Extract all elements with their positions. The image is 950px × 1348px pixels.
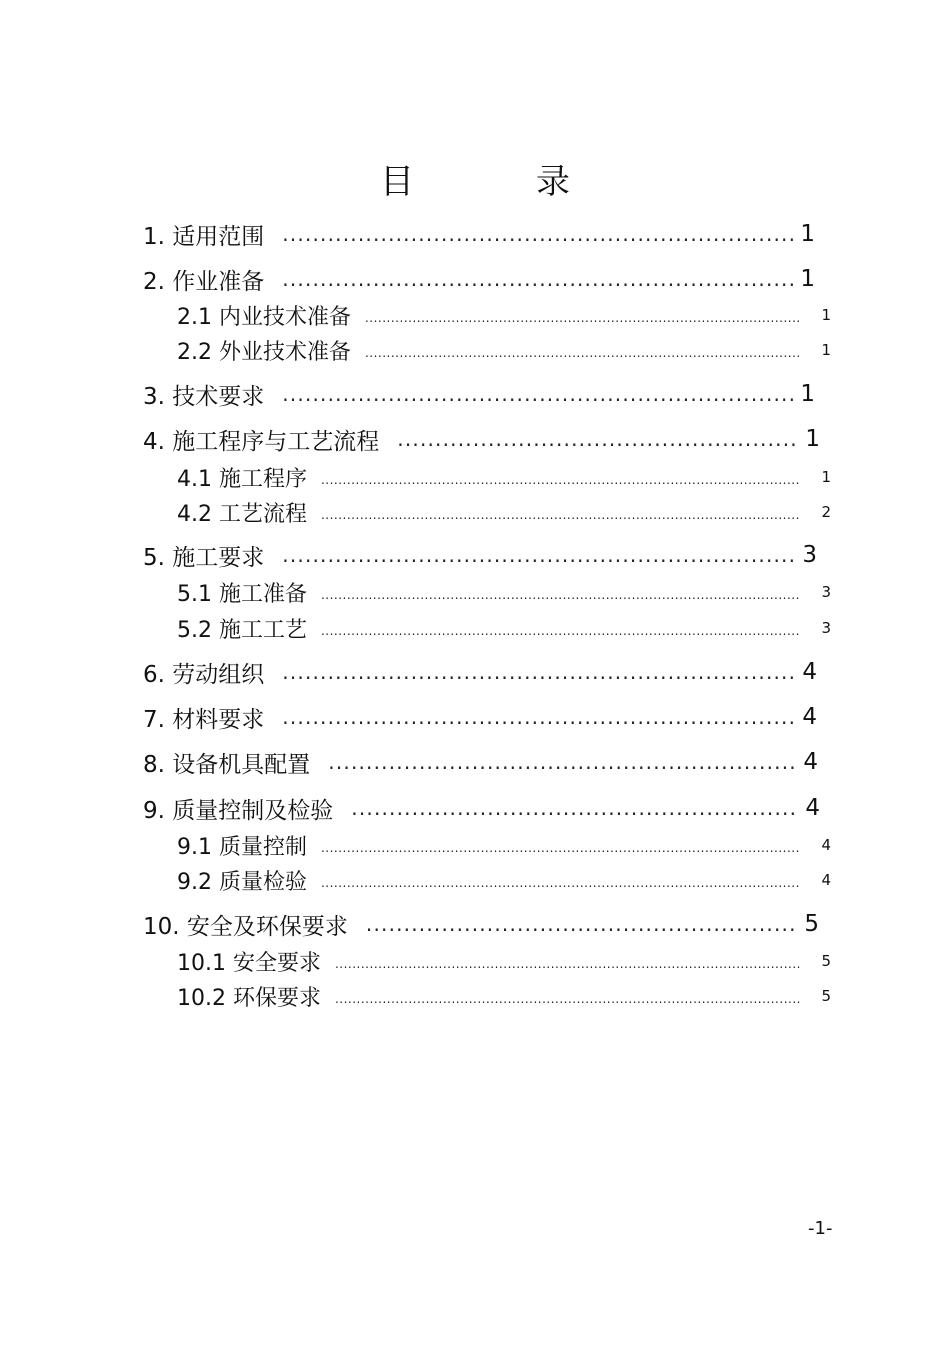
toc-entry-page: 1 (800, 221, 815, 247)
toc-subentry[interactable] (177, 576, 831, 608)
toc-entry-page: 1 (800, 266, 815, 292)
dot-leader (328, 750, 797, 774)
toc-entry[interactable] (143, 791, 820, 825)
toc-entry[interactable] (143, 700, 817, 734)
toc-entry-label: 2.1 内业技术准备 (177, 304, 351, 330)
toc-title: 目 录 (380, 162, 614, 202)
toc-entry-page: 1 (821, 306, 831, 324)
toc-entry-label: 10.2 环保要求 (177, 985, 321, 1011)
dot-leader (397, 427, 799, 451)
toc-entry-label: 5.1 施工准备 (177, 581, 307, 607)
toc-entry-page: 1 (805, 426, 820, 452)
toc-entry[interactable] (143, 262, 815, 296)
toc-entry-page: 1 (821, 468, 831, 486)
toc-subentry[interactable] (177, 612, 831, 644)
dot-leader (282, 705, 796, 729)
toc-entry[interactable] (143, 217, 815, 251)
dot-leader (351, 796, 799, 820)
dot-leader (321, 473, 801, 487)
dot-leader (365, 311, 801, 325)
dot-leader (321, 876, 801, 890)
toc-entry-label: 9. 质量控制及检验 (143, 797, 334, 824)
toc-entry-label: 4.2 工艺流程 (177, 501, 307, 527)
toc-entry-label: 10. 安全及环保要求 (143, 913, 348, 940)
toc-entry-label: 5.2 施工工艺 (177, 617, 307, 643)
toc-subentry[interactable] (177, 864, 831, 896)
toc-entry[interactable] (143, 377, 815, 411)
dot-leader (365, 346, 801, 360)
toc-subentry[interactable] (177, 334, 831, 366)
toc-subentry[interactable] (177, 829, 831, 861)
toc-entry[interactable] (143, 655, 817, 689)
dot-leader (282, 267, 794, 291)
dot-leader (321, 624, 801, 638)
toc-entry-label: 2.2 外业技术准备 (177, 339, 351, 365)
toc-subentry[interactable] (177, 299, 831, 331)
toc-entry-page: 4 (821, 871, 831, 889)
toc-entry-label: 5. 施工要求 (143, 544, 265, 571)
toc-subentry[interactable] (177, 496, 831, 528)
dot-leader (335, 957, 801, 971)
dot-leader (282, 660, 796, 684)
toc-entry-label: 7. 材料要求 (143, 706, 265, 733)
dot-leader (321, 588, 801, 602)
toc-subentry[interactable] (177, 461, 831, 493)
dot-leader (321, 508, 801, 522)
toc-entry-page: 3 (821, 583, 831, 601)
dot-leader (321, 841, 801, 855)
toc-entry-label: 4.1 施工程序 (177, 466, 307, 492)
toc-entry[interactable] (143, 538, 817, 572)
toc-entry-page: 5 (821, 952, 831, 970)
toc-entry-label: 9.2 质量检验 (177, 869, 307, 895)
toc-entry-page: 4 (803, 749, 818, 775)
toc-entry-page: 3 (821, 619, 831, 637)
toc-entry[interactable] (143, 422, 820, 456)
toc-entry-page: 5 (821, 987, 831, 1005)
toc-entry-page: 2 (821, 503, 831, 521)
toc-subentry[interactable] (177, 945, 831, 977)
toc-entry-page: 3 (802, 542, 817, 568)
toc-entry-page: 1 (821, 341, 831, 359)
toc-entry-label: 10.1 安全要求 (177, 950, 321, 976)
toc-entry-page: 4 (802, 704, 817, 730)
toc-entry-page: 4 (805, 795, 820, 821)
toc-entry-label: 2. 作业准备 (143, 268, 265, 295)
toc-entry-page: 4 (802, 659, 817, 685)
toc-entry-page: 5 (804, 911, 819, 937)
toc-entry[interactable] (143, 745, 818, 779)
toc-entry-page: 1 (800, 381, 815, 407)
toc-entry[interactable] (143, 907, 819, 941)
toc-entry-label: 1. 适用范围 (143, 223, 265, 250)
dot-leader (282, 222, 794, 246)
dot-leader (335, 992, 801, 1006)
toc-entry-label: 4. 施工程序与工艺流程 (143, 428, 380, 455)
toc-entry-page: 4 (821, 836, 831, 854)
toc-entry-label: 6. 劳动组织 (143, 661, 265, 688)
dot-leader (366, 912, 798, 936)
toc-entry-label: 9.1 质量控制 (177, 834, 307, 860)
dot-leader (282, 543, 796, 567)
toc-entry-label: 3. 技术要求 (143, 383, 265, 410)
dot-leader (282, 382, 794, 406)
toc-subentry[interactable] (177, 980, 831, 1012)
toc-entry-label: 8. 设备机具配置 (143, 751, 311, 778)
page-number: -1- (808, 1218, 833, 1239)
